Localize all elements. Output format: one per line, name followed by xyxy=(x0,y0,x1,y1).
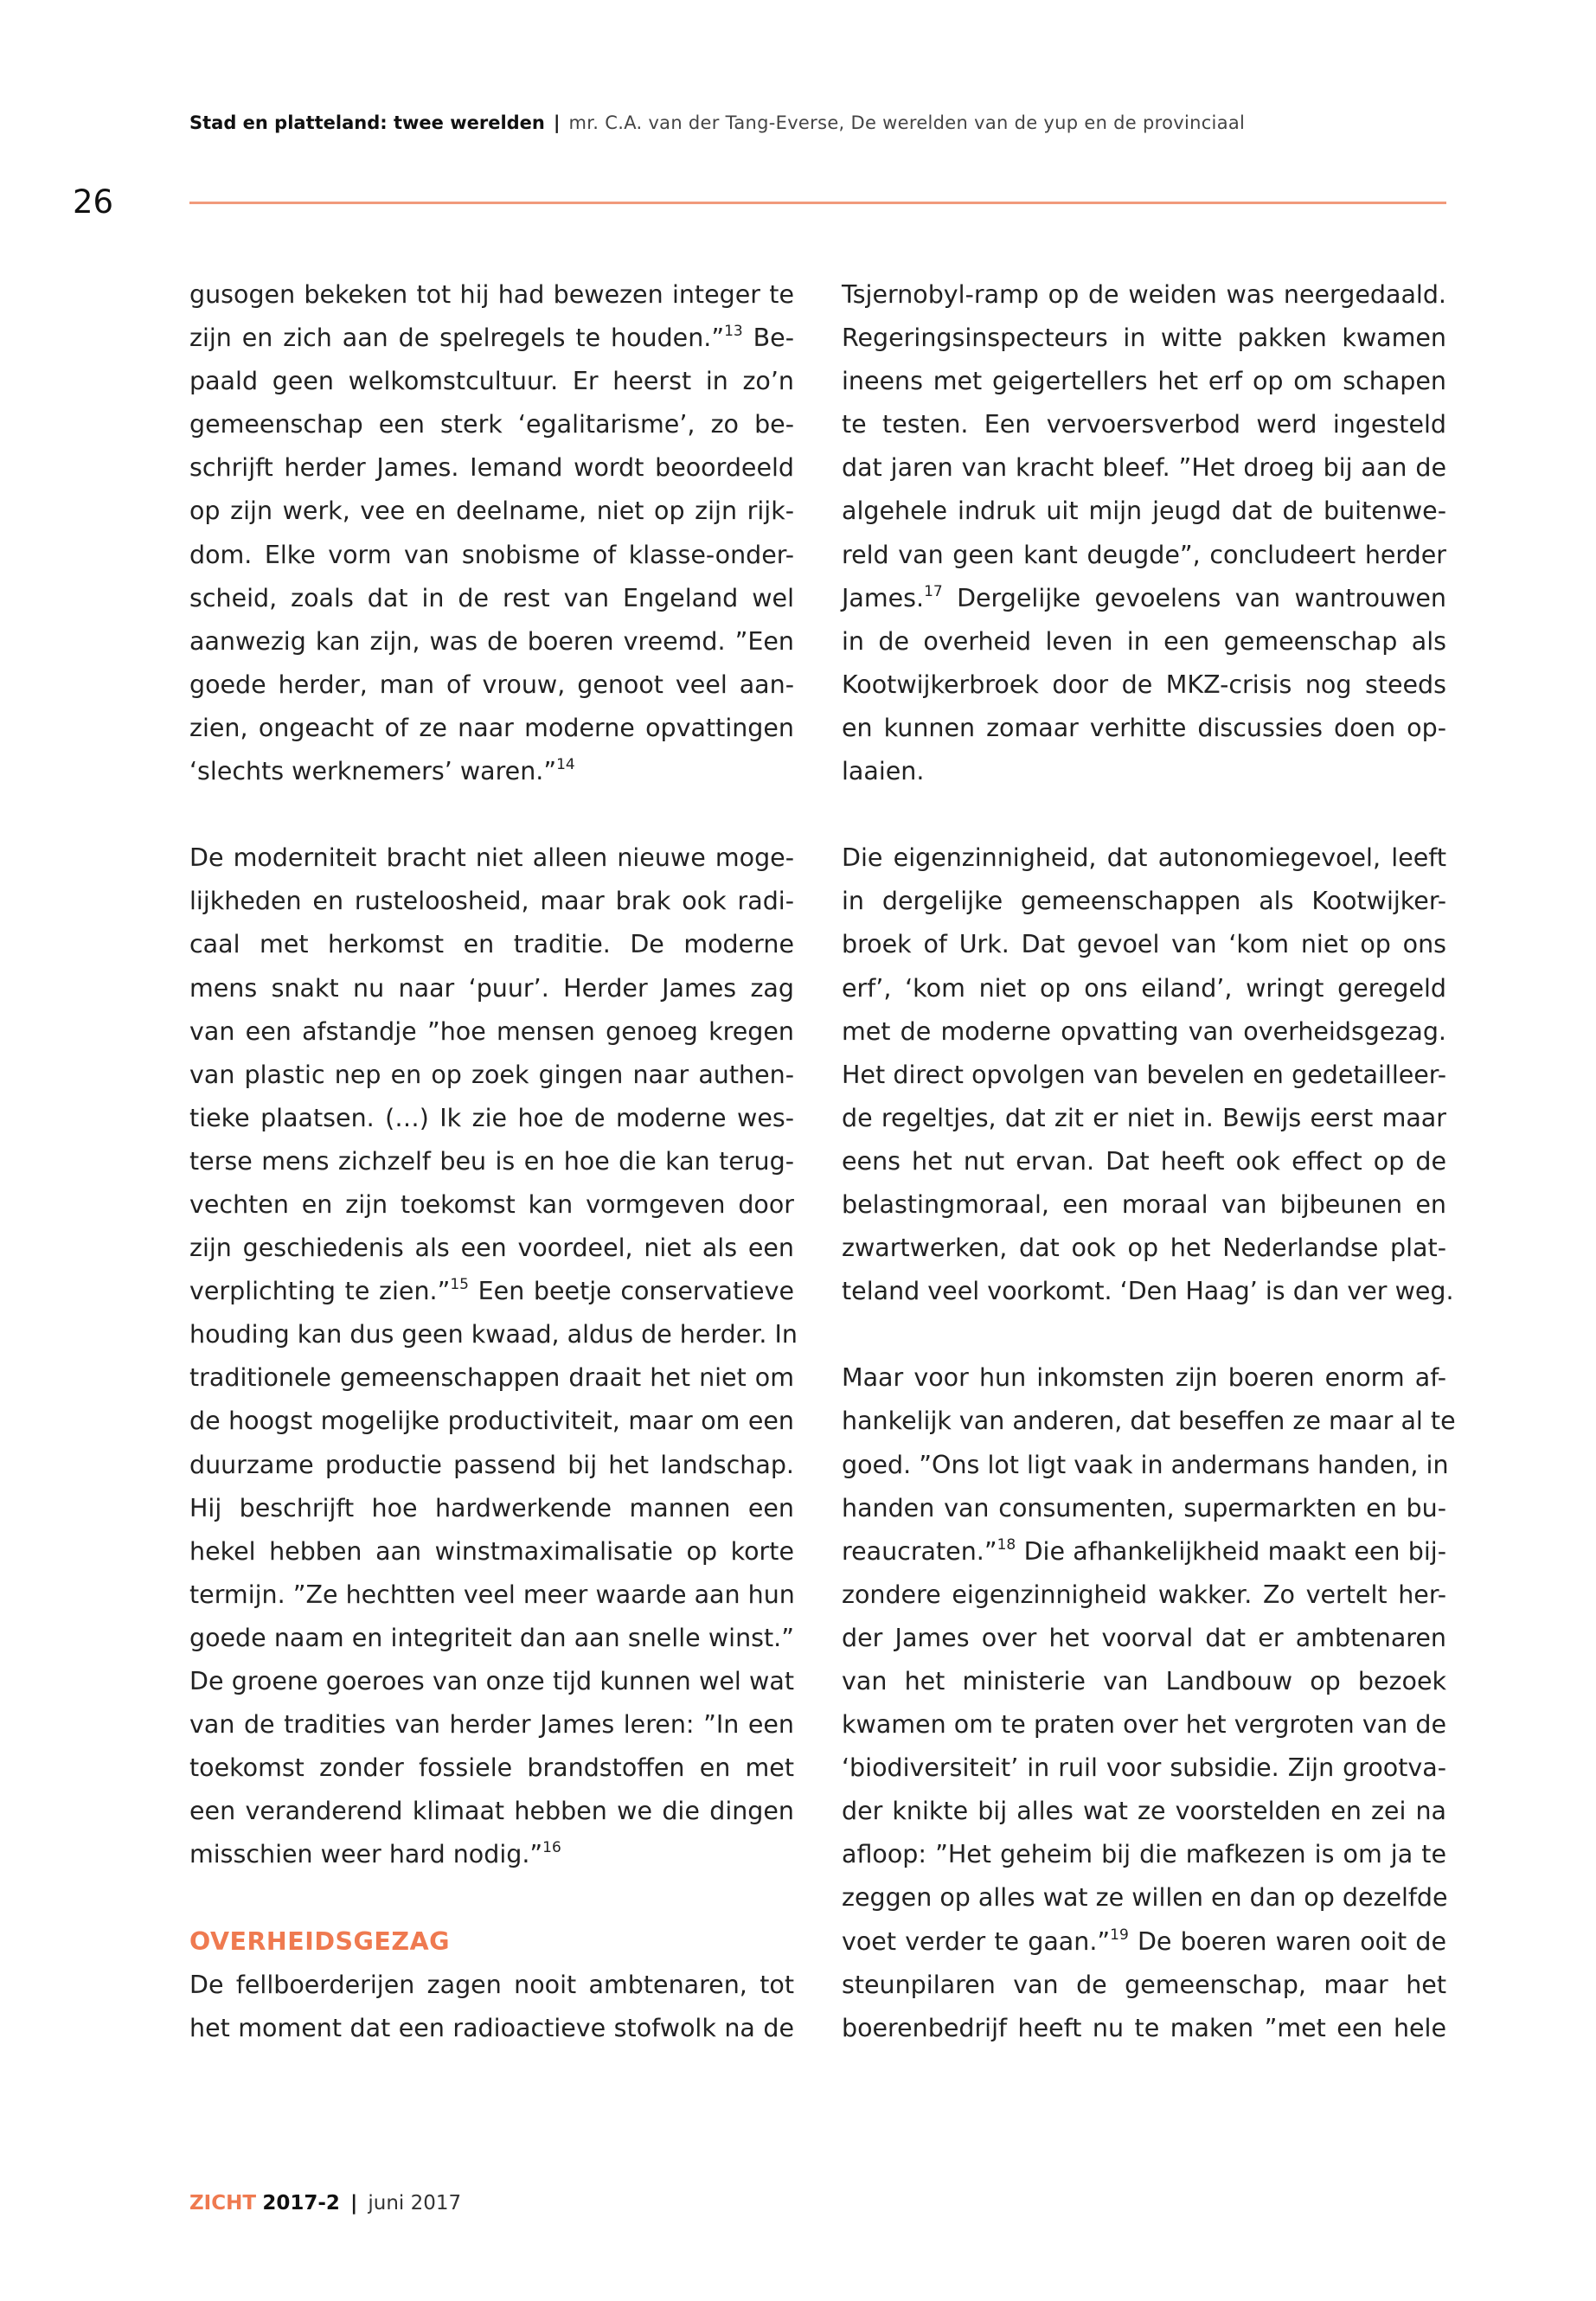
footnote-reference[interactable]: 18 xyxy=(997,1535,1016,1554)
text-line: reaucraten.”$^{18}$ Die afhankelijkheid maakt een bij- xyxy=(842,1535,1446,1566)
issue-number: 2017-2 xyxy=(262,2192,340,2214)
paragraph xyxy=(842,836,1454,1313)
text-line: traditionele gemeenschappen draait het niet om xyxy=(189,1363,794,1393)
text-line: De moderniteit bracht niet alleen nieuwe moge- xyxy=(189,843,794,873)
text-line: en kunnen zomaar verhitte discussies doen op- xyxy=(842,713,1446,742)
text-line: houding kan dus geen kwaad, aldus de herder. In xyxy=(189,1320,798,1349)
page-number: 26 xyxy=(73,183,114,221)
text-column-right xyxy=(842,273,1456,2050)
text-line: de regeltjes, dat zit er niet in. Bewijs eerst maar xyxy=(842,1103,1446,1132)
paragraph xyxy=(189,273,794,793)
header-separator: | xyxy=(553,112,561,133)
text-line: Hij beschrijft hoe hardwerkende mannen een xyxy=(189,1493,794,1522)
paragraph-spacer xyxy=(189,793,794,836)
text-line: van het ministerie van Landbouw op bezoek xyxy=(842,1667,1446,1695)
text-line: broek of Urk. Dat gevoel van ‘kom niet op ons xyxy=(842,930,1446,959)
footnote-reference[interactable]: 13 xyxy=(724,323,743,341)
text-line: gemeenschap een sterk ‘egalitarisme’, zo be- xyxy=(189,410,794,439)
footer-separator: | xyxy=(349,2192,358,2214)
footnote-reference[interactable]: 19 xyxy=(1110,1926,1129,1944)
paragraph-spacer xyxy=(842,1313,1446,1356)
text-line: dom. Elke vorm van snobisme of klasse-onder- xyxy=(189,540,794,569)
text-line: handen van consumenten, supermarkten en bu- xyxy=(842,1493,1446,1522)
footnote-reference[interactable]: 17 xyxy=(924,582,943,600)
text-line: het moment dat een radioactieve stofwolk na de xyxy=(189,2013,794,2042)
text-line: Tsjernobyl-ramp op de weiden was neergedaald. xyxy=(842,280,1446,309)
paragraph-spacer xyxy=(842,793,1446,836)
text-line: zeggen op alles wat ze willen en dan op dezelfde xyxy=(842,1883,1448,1913)
text-line: van plastic nep en op zoek gingen naar authen- xyxy=(189,1060,794,1089)
header-divider xyxy=(189,202,1446,204)
text-line: misschien weer hard nodig.”$^{16}$ xyxy=(189,1839,561,1869)
text-line: schrijft herder James. Iemand wordt beoordeeld xyxy=(189,453,794,483)
text-line: in de overheid leven in een gemeenschap als xyxy=(842,626,1446,656)
text-line: tieke plaatsen. (…) Ik zie hoe de moderne wes- xyxy=(189,1103,794,1132)
section-title: Stad en platteland: twee werelden xyxy=(189,112,545,133)
text-line: scheid, zoals dat in de rest van Engeland wel xyxy=(189,583,794,612)
article-title: mr. C.A. van der Tang-Everse, De werelden van de yup en de provinciaal xyxy=(568,112,1246,133)
text-line: goede naam en integriteit dan aan snelle winst.” xyxy=(189,1623,794,1652)
text-line: gusogen bekeken tot hij had bewezen integer te xyxy=(189,280,794,309)
text-line: terse mens zichzelf beu is en hoe die kan terug- xyxy=(189,1146,794,1176)
text-line: goed. ”Ons lot ligt vaak in andermans handen, in xyxy=(842,1450,1449,1479)
text-line: ‘slechts werknemers’ waren.”$^{14}$ xyxy=(189,756,575,786)
magazine-name: ZICHT xyxy=(189,2192,257,2214)
text-line: duurzame productie passend bij het landschap. xyxy=(189,1450,794,1479)
text-line: paald geen welkomstcultuur. Er heerst in zo’n xyxy=(189,367,794,396)
footnote-reference[interactable]: 14 xyxy=(556,756,575,774)
text-line: Maar voor hun inkomsten zijn boeren enorm af- xyxy=(842,1363,1446,1393)
paragraph xyxy=(842,1356,1456,2050)
text-line: ‘biodiversiteit’ in ruil voor subsidie. Zijn grootva- xyxy=(842,1753,1446,1783)
section-heading: OVERHEIDSGEZAG xyxy=(189,1926,451,1956)
text-line: voet verder te gaan.”$^{19}$ De boeren waren ooit de xyxy=(842,1926,1446,1956)
text-line: James.$^{17}$ Dergelijke gevoelens van wantrouwen xyxy=(842,582,1446,612)
paragraph xyxy=(842,273,1446,793)
text-line: lijkheden en rusteloosheid, maar brak ook radi- xyxy=(189,887,794,916)
text-line: op zijn werk, vee en deelname, niet op zijn rijk- xyxy=(189,497,794,526)
paragraph xyxy=(189,1964,794,2050)
text-line: Die eigenzinnigheid, dat autonomiegevoel, leeft xyxy=(842,843,1446,873)
text-line: De groene goeroes van onze tijd kunnen wel wat xyxy=(189,1667,794,1695)
text-line: belastingmoraal, een moraal van bijbeunen en xyxy=(842,1189,1446,1219)
page-footer xyxy=(189,2192,461,2214)
text-line: kwamen om te praten over het vergroten van de xyxy=(842,1710,1446,1740)
text-line: hekel hebben aan winstmaximalisatie op korte xyxy=(189,1536,794,1566)
text-line: erf’, ‘kom niet op ons eiland’, wringt geregeld xyxy=(842,973,1446,1003)
text-line: steunpilaren van de gemeenschap, maar het xyxy=(842,1970,1446,1999)
text-line: te testen. Een vervoersverbod werd ingesteld xyxy=(842,410,1446,439)
footnote-reference[interactable]: 15 xyxy=(450,1276,469,1294)
paragraph-spacer xyxy=(189,1876,794,1920)
text-line: toekomst zonder fossiele brandstoffen en met xyxy=(189,1753,794,1783)
text-line: goede herder, man of vrouw, genoot veel aan- xyxy=(189,670,794,699)
text-line: De fellboerderijen zagen nooit ambtenaren, tot xyxy=(189,1970,794,1999)
footnote-reference[interactable]: 16 xyxy=(542,1839,561,1857)
text-line: een veranderend klimaat hebben we die dingen xyxy=(189,1797,794,1826)
text-line: dat jaren van kracht bleef. ”Het droeg bij aan de xyxy=(842,453,1446,483)
text-line: zien, ongeacht of ze naar moderne opvattingen xyxy=(189,713,794,742)
text-column-left xyxy=(189,273,798,2050)
paragraph xyxy=(189,836,798,1876)
text-line: verplichting te zien.”$^{15}$ Een beetje conservatieve xyxy=(189,1276,794,1306)
text-line: eens het nut ervan. Dat heeft ook effect op de xyxy=(842,1146,1446,1176)
text-line: der James over het voorval dat er ambtenaren xyxy=(842,1623,1446,1652)
text-line: aanwezig kan zijn, was de boeren vreemd. ”Een xyxy=(189,626,794,656)
text-line: der knikte bij alles wat ze voorstelden en zei na xyxy=(842,1797,1446,1826)
text-line: de hoogst mogelijke productiviteit, maar om een xyxy=(189,1407,794,1436)
text-line: teland veel voorkomt. ‘Den Haag’ is dan ver weg. xyxy=(842,1277,1454,1306)
text-line: in dergelijke gemeenschappen als Kootwijker- xyxy=(842,887,1446,916)
text-line: algehele indruk uit mijn jeugd dat de buitenwe- xyxy=(842,497,1446,526)
text-line: afloop: ”Het geheim bij die mafkezen is om ja te xyxy=(842,1840,1446,1869)
text-line: boerenbedrijf heeft nu te maken ”met een hele xyxy=(842,2013,1446,2042)
text-line: ineens met geigertellers het erf op om schapen xyxy=(842,367,1446,396)
text-line: Regeringsinspecteurs in witte pakken kwamen xyxy=(842,324,1446,353)
text-line: Kootwijkerbroek door de MKZ-crisis nog steeds xyxy=(842,670,1446,699)
text-line: zondere eigenzinnigheid wakker. Zo vertelt her- xyxy=(842,1580,1446,1609)
text-line: reld van geen kant deugde”, concludeert herder xyxy=(842,540,1446,569)
text-line: vechten en zijn toekomst kan vormgeven door xyxy=(189,1189,794,1219)
text-line: laaien. xyxy=(842,757,925,786)
issue-date: juni 2017 xyxy=(368,2192,462,2214)
running-header xyxy=(189,112,1245,133)
text-line: zijn en zich aan de spelregels te houden.”$^{13}$ Be- xyxy=(189,323,794,353)
text-line: hankelijk van anderen, dat beseffen ze maar al te xyxy=(842,1407,1456,1436)
text-line: van de tradities van herder James leren: ”In een xyxy=(189,1710,794,1740)
text-line: mens snakt nu naar ‘puur’. Herder James zag xyxy=(189,973,794,1003)
text-line: van een afstandje ”hoe mensen genoeg kregen xyxy=(189,1016,794,1046)
text-line: zwartwerken, dat ook op het Nederlandse plat- xyxy=(842,1234,1446,1263)
text-line: zijn geschiedenis als een voordeel, niet als een xyxy=(189,1234,794,1263)
text-line: met de moderne opvatting van overheidsgezag. xyxy=(842,1016,1446,1046)
text-line: Het direct opvolgen van bevelen en gedetailleer- xyxy=(842,1060,1446,1089)
text-line: caal met herkomst en traditie. De moderne xyxy=(189,930,794,959)
text-line: termijn. ”Ze hechtten veel meer waarde aan hun xyxy=(189,1580,795,1609)
